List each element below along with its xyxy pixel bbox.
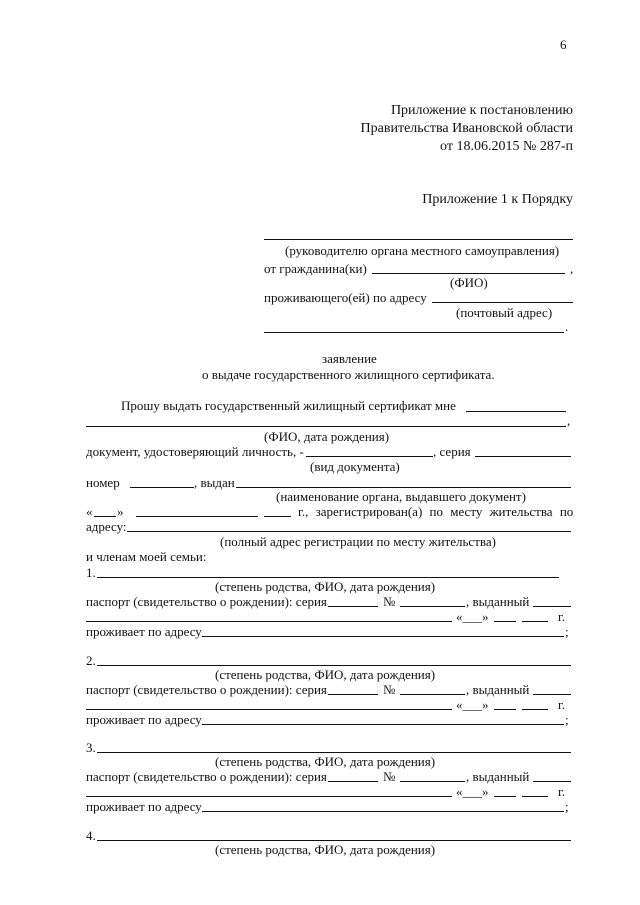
quote-open: « <box>86 504 93 519</box>
number-label: номер <box>86 475 120 490</box>
passport-year-field[interactable] <box>522 796 548 797</box>
passport-issued-label: , выданный <box>466 594 530 609</box>
request-text: Прошу выдать государственный жилищный сертификат мне <box>121 398 456 413</box>
year-short: г. <box>558 697 566 712</box>
family-label: и членам моей семьи: <box>86 549 207 564</box>
lives-label: проживает по адресу <box>86 624 202 639</box>
header-line-2: Правительства Ивановской области <box>360 121 573 136</box>
reg-address-field[interactable] <box>127 531 571 532</box>
member-number: 1. <box>86 565 96 580</box>
hint-postal: (почтовый адрес) <box>456 305 553 320</box>
addressee-head-line[interactable] <box>264 239 573 240</box>
reg-address-label: адресу: <box>86 519 127 534</box>
citizen-fio-field[interactable] <box>372 273 565 274</box>
hint-head: (руководителю органа местного самоуправления) <box>285 243 560 258</box>
member-number: 4. <box>86 828 96 843</box>
passport-issuer-field-2[interactable] <box>86 621 452 622</box>
number-sign: № <box>383 594 396 609</box>
header-line-1: Приложение к постановлению <box>390 103 573 118</box>
issued-label: , выдан <box>194 475 235 490</box>
citizen-address-field-2[interactable] <box>264 332 564 333</box>
doc-series-field[interactable] <box>475 456 571 457</box>
date-quote: «___» <box>456 697 489 712</box>
from-comma: , <box>570 261 574 276</box>
issue-day-field[interactable] <box>94 516 116 517</box>
passport-series-field[interactable] <box>328 781 378 782</box>
number-sign: № <box>383 682 396 697</box>
appendix-title: Приложение 1 к Порядку <box>422 192 573 207</box>
passport-label: паспорт (свидетельство о рождении): серия <box>86 594 327 609</box>
member-address-field[interactable] <box>202 811 564 812</box>
member-number: 3. <box>86 740 96 755</box>
address-end-dot: . <box>565 319 569 334</box>
hint-fio-birth: (ФИО, дата рождения) <box>264 429 390 444</box>
hint-relation: (степень родства, ФИО, дата рождения) <box>215 842 436 857</box>
header-line-3: от 18.06.2015 № 287-п <box>440 139 573 154</box>
passport-issuer-field[interactable] <box>533 694 571 695</box>
member-relation-field[interactable] <box>97 665 571 666</box>
series-label: , серия <box>433 444 471 459</box>
passport-number-field[interactable] <box>400 606 465 607</box>
semicolon: ; <box>565 624 569 639</box>
doc-type-field[interactable] <box>306 456 433 457</box>
date-quote: «___» <box>456 784 489 799</box>
year-short: г. <box>558 784 566 799</box>
doc-title: заявление <box>322 351 377 366</box>
request-comma: , <box>567 413 571 428</box>
member-number: 2. <box>86 653 96 668</box>
hint-relation: (степень родства, ФИО, дата рождения) <box>215 667 436 682</box>
lives-label: проживает по адресу <box>86 799 202 814</box>
semicolon: ; <box>565 712 569 727</box>
hint-fio: (ФИО) <box>450 275 488 290</box>
passport-issuer-field-2[interactable] <box>86 709 452 710</box>
date-quote: «___» <box>456 609 489 624</box>
doc-label: документ, удостоверяющий личность, - <box>86 444 304 459</box>
member-address-field[interactable] <box>202 724 564 725</box>
from-label: от гражданина(ки) <box>264 261 367 276</box>
passport-issuer-field[interactable] <box>533 781 571 782</box>
passport-month-field[interactable] <box>494 621 516 622</box>
passport-year-field[interactable] <box>522 621 548 622</box>
passport-number-field[interactable] <box>400 694 465 695</box>
page-number: 6 <box>560 37 567 52</box>
passport-label: паспорт (свидетельство о рождении): серия <box>86 682 327 697</box>
passport-year-field[interactable] <box>522 709 548 710</box>
passport-month-field[interactable] <box>494 709 516 710</box>
doc-subtitle: о выдаче государственного жилищного сертификата. <box>202 367 495 382</box>
address-label: проживающего(ей) по адресу <box>264 290 427 305</box>
citizen-address-field[interactable] <box>432 302 573 303</box>
request-fio-field[interactable] <box>466 411 566 412</box>
passport-issuer-field[interactable] <box>533 606 571 607</box>
hint-doc-type: (вид документа) <box>310 459 400 474</box>
request-fio-field-2[interactable] <box>86 426 566 427</box>
hint-reg-address: (полный адрес регистрации по месту жительства) <box>220 534 496 549</box>
hint-relation: (степень родства, ФИО, дата рождения) <box>215 754 436 769</box>
quote-close: » <box>117 504 124 519</box>
member-relation-field[interactable] <box>97 577 559 578</box>
member-relation-field[interactable] <box>97 840 571 841</box>
member-relation-field[interactable] <box>97 752 571 753</box>
passport-issued-label: , выданный <box>466 682 530 697</box>
semicolon: ; <box>565 799 569 814</box>
passport-label: паспорт (свидетельство о рождении): серия <box>86 769 327 784</box>
doc-issuer-field[interactable] <box>236 487 571 488</box>
year-short: г. <box>558 609 566 624</box>
passport-issuer-field-2[interactable] <box>86 796 452 797</box>
passport-month-field[interactable] <box>494 796 516 797</box>
passport-issued-label: , выданный <box>466 769 530 784</box>
passport-number-field[interactable] <box>400 781 465 782</box>
issue-year-field[interactable] <box>264 516 291 517</box>
hint-relation: (степень родства, ФИО, дата рождения) <box>215 579 436 594</box>
hint-issuer: (наименование органа, выдавшего документ) <box>276 489 526 504</box>
doc-number-field[interactable] <box>130 487 194 488</box>
passport-series-field[interactable] <box>328 606 378 607</box>
number-sign: № <box>383 769 396 784</box>
lives-label: проживает по адресу <box>86 712 202 727</box>
registered-label: г., зарегистрирован(а) по месту жительства по <box>298 504 574 519</box>
passport-series-field[interactable] <box>328 694 378 695</box>
issue-month-field[interactable] <box>136 516 258 517</box>
member-address-field[interactable] <box>202 636 564 637</box>
